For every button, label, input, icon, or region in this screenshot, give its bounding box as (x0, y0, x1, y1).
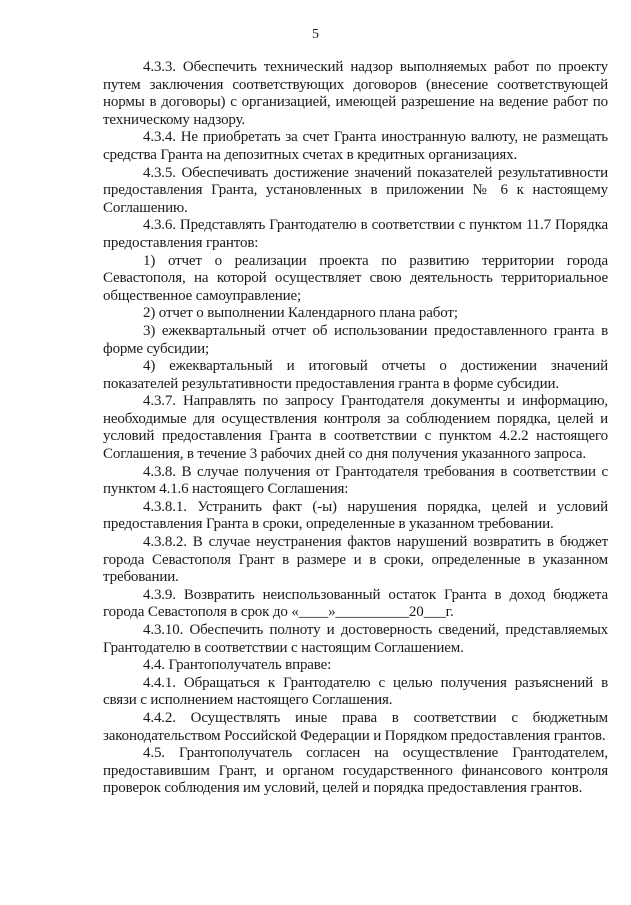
paragraph-4-5: 4.5. Грантополучатель согласен на осуществление Грантодателем, предоставившим Грант, и органом государственного финансового контроля проверок соблюдения им условий, целей и порядка предоставления грантов. (103, 745, 608, 797)
page-number: 5 (312, 27, 319, 42)
paragraph-4-3-8: 4.3.8. В случае получения от Грантодателя требования в соответствии с пунктом 4.1.6 настоящего Соглашения: (103, 463, 608, 498)
paragraph-4-3-6: 4.3.6. Представлять Грантодателю в соответствии с пунктом 11.7 Порядка предоставления грантов: (103, 217, 608, 251)
paragraph-4-3-10: 4.3.10. Обеспечить полноту и достоверность сведений, представляемых Грантодателю в соответствии с настоящим Соглашением. (103, 622, 608, 656)
paragraph-4-4-2: 4.4.2. Осуществлять иные права в соответствии с бюджетным законодательством Российской Федерации и Порядком предоставления грантов. (103, 709, 608, 744)
paragraph-4-3-8-2: 4.3.8.2. В случае неустранения фактов нарушений возвратить в бюджет города Севастополя Грант в размере и в сроки, определенные в указанном требовании. (103, 534, 608, 586)
list-item-2: 2) отчет о выполнении Календарного плана работ; (143, 305, 458, 322)
paragraph-4-3-7: 4.3.7. Направлять по запросу Грантодателя документы и информацию, необходимые для осуществления контроля за соблюдением порядка, целей и условий предоставления Гранта в соответствии с пунктом 4.2.2 настоящего Соглашения, в течение 3 рабочих дней со дня получения указанного запроса. (103, 393, 608, 463)
list-item-3: 3) ежеквартальный отчет об использовании предоставленного гранта в форме субсидии; (103, 322, 608, 357)
document-body (103, 59, 608, 798)
paragraph-4-3-3: 4.3.3. Обеспечить технический надзор выполняемых работ по проекту путем заключения соответствующих договоров (внесение соответствующей нормы в договоры) с организацией, имеющей разрешение на ведение работ по техническому надзору. (103, 59, 608, 128)
list-item-4: 4) ежеквартальный и итоговый отчеты о достижении значений показателей результативности предоставления гранта в форме субсидии. (103, 358, 608, 392)
paragraph-4-3-4: 4.3.4. Не приобретать за счет Гранта иностранную валюту, не размещать средства Гранта на депозитных счетах в кредитных организациях. (103, 129, 608, 163)
paragraph-4-3-9: 4.3.9. Возвратить неиспользованный остаток Гранта в доход бюджета города Севастополя в срок до «____»__________20___г. (103, 586, 608, 621)
paragraph-4-3-8-1: 4.3.8.1. Устранить факт (-ы) нарушения порядка, целей и условий предоставления Гранта в сроки, определенные в указанном требовании. (103, 498, 608, 533)
paragraph-4-4-1: 4.4.1. Обращаться к Грантодателю с целью получения разъяснений в связи с исполнением настоящего Соглашения. (103, 674, 608, 709)
paragraph-4-3-5: 4.3.5. Обеспечивать достижение значений показателей результативности предоставления Гранта, установленных в приложении № 6 к настоящему Соглашению. (103, 164, 608, 216)
paragraph-4-4: 4.4. Грантополучатель вправе: (143, 657, 332, 674)
list-item-1: 1) отчет о реализации проекта по развитию территории города Севастополя, на которой осуществляет свою деятельность территориальное общественное самоуправление; (103, 252, 608, 304)
